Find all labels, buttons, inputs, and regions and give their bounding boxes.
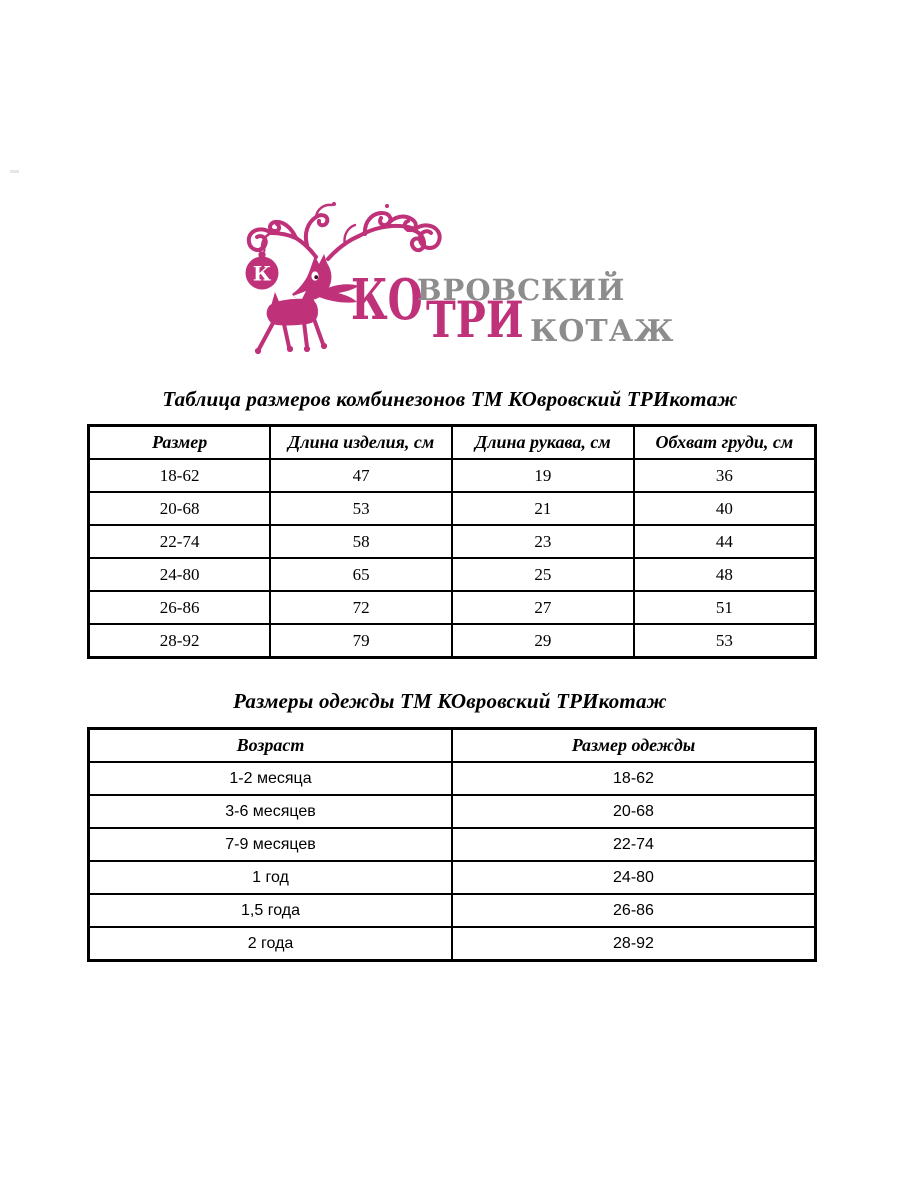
table-row — [89, 828, 816, 861]
table-cell: 20-68 — [89, 492, 271, 525]
column-header: Возраст — [89, 729, 453, 763]
table-row — [89, 591, 816, 624]
brand-text-tri: ТРИ — [426, 290, 524, 349]
brand-text-ko: КО — [351, 267, 423, 333]
table-cell: 18-62 — [452, 762, 816, 795]
table-cell: 22-74 — [89, 525, 271, 558]
ornament-letter: К — [252, 261, 272, 286]
age-size-table — [87, 727, 817, 962]
header-row — [89, 729, 816, 763]
table-row — [89, 525, 816, 558]
table-row — [89, 762, 816, 795]
table-cell: 28-92 — [89, 624, 271, 658]
table-row — [89, 624, 816, 658]
table-cell: 24-80 — [89, 558, 271, 591]
table-cell: 48 — [634, 558, 816, 591]
table-cell: 26-86 — [89, 591, 271, 624]
clothing-size-table-title: Размеры одежды ТМ КОвровский ТРИкотаж — [233, 689, 667, 713]
table-row — [89, 795, 816, 828]
table-cell: 20-68 — [452, 795, 816, 828]
table-cell: 58 — [270, 525, 452, 558]
column-header: Обхват груди, см — [634, 426, 816, 460]
table-cell: 26-86 — [452, 894, 816, 927]
table-row — [89, 492, 816, 525]
table-row — [89, 861, 816, 894]
jumpsuit-size-table — [87, 424, 817, 659]
column-header: Длина рукава, см — [452, 426, 634, 460]
table-cell: 28-92 — [452, 927, 816, 961]
table-cell: 53 — [270, 492, 452, 525]
table-cell: 44 — [634, 525, 816, 558]
table-cell: 1-2 месяца — [89, 762, 453, 795]
column-header: Размер одежды — [452, 729, 816, 763]
table-cell: 19 — [452, 459, 634, 492]
table-cell: 25 — [452, 558, 634, 591]
table-cell: 3-6 месяцев — [89, 795, 453, 828]
table-cell: 27 — [452, 591, 634, 624]
jumpsuit-table-title: Таблица размеров комбинезонов ТМ КОвровский ТРИкотаж — [162, 387, 738, 411]
table-cell: 79 — [270, 624, 452, 658]
header-row — [89, 426, 816, 460]
table-cell: 72 — [270, 591, 452, 624]
table-row — [89, 927, 816, 961]
table-row — [89, 459, 816, 492]
table-cell: 23 — [452, 525, 634, 558]
brand-logo — [215, 193, 685, 378]
table-cell: 36 — [634, 459, 816, 492]
table-cell: 24-80 — [452, 861, 816, 894]
table-cell: 51 — [634, 591, 816, 624]
table-row — [89, 558, 816, 591]
table-cell: 21 — [452, 492, 634, 525]
table-cell: 53 — [634, 624, 816, 658]
brand-text-kotazh: КОТАЖ — [530, 314, 675, 349]
table-cell: 40 — [634, 492, 816, 525]
table-cell: 1 год — [89, 861, 453, 894]
table-cell: 7-9 месяцев — [89, 828, 453, 861]
column-header: Длина изделия, см — [270, 426, 452, 460]
stray-mark — [10, 170, 19, 173]
table-cell: 2 года — [89, 927, 453, 961]
table-cell: 22-74 — [452, 828, 816, 861]
table-cell: 65 — [270, 558, 452, 591]
table-cell: 47 — [270, 459, 452, 492]
table-cell: 29 — [452, 624, 634, 658]
column-header: Размер — [89, 426, 271, 460]
table-row — [89, 894, 816, 927]
table-cell: 1,5 года — [89, 894, 453, 927]
brand-text-vrovskiy: ВРОВСКИЙ — [417, 273, 626, 307]
table-cell: 18-62 — [89, 459, 271, 492]
